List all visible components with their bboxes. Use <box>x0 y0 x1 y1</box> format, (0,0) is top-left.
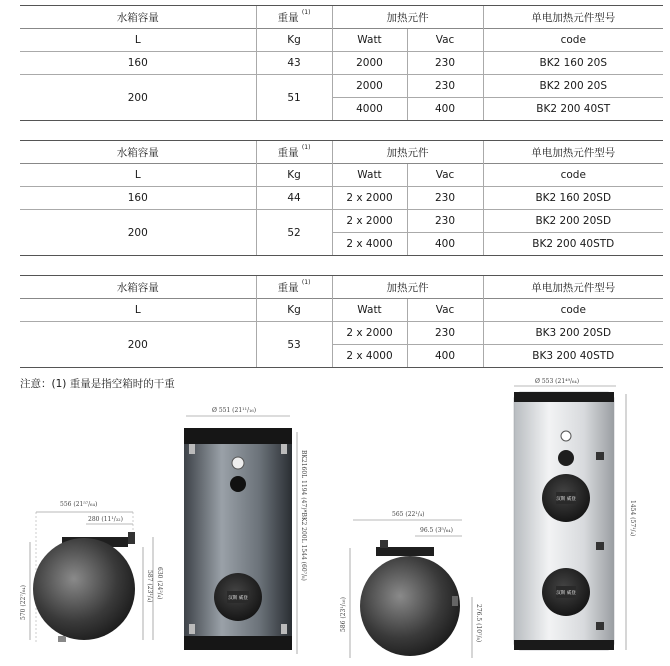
cell-code: BK3 200 20SD <box>483 322 663 345</box>
header-heating: 加热元件 <box>332 141 483 164</box>
mid-low-dim: 276.5 (10⁷/₈) <box>475 604 482 643</box>
spec-table-3 <box>20 275 663 368</box>
unit-vac: Vac <box>407 164 483 187</box>
tall-tank-drawing-2 <box>514 378 636 650</box>
cell-weight: 53 <box>256 322 332 368</box>
unit-code: code <box>483 299 663 322</box>
header-weight: 重量 $^{(1)}$ <box>256 141 332 164</box>
cell-vac: 230 <box>407 52 483 75</box>
tall1-logo: 汉斯 威登 <box>228 596 248 601</box>
header-heating: 加热元件 <box>332 6 483 29</box>
mid-width-dim: 565 (22¹/₄) <box>392 511 425 518</box>
cell-watt: 2 x 2000 <box>332 187 407 210</box>
unit-code: code <box>483 29 663 52</box>
cell-watt: 2 x 2000 <box>332 322 407 345</box>
cell-weight: 43 <box>256 52 332 75</box>
header-model: 单电加热元件型号 <box>483 6 663 29</box>
small-total-dim: 630 (24²/₄) <box>156 567 163 600</box>
cell-code: BK2 200 40STD <box>483 233 663 256</box>
header-model: 单电加热元件型号 <box>483 141 663 164</box>
unit-weight: Kg <box>256 164 332 187</box>
header-capacity: 水箱容量 <box>20 141 256 164</box>
header-capacity: 水箱容量 <box>20 6 256 29</box>
unit-watt: Watt <box>332 299 407 322</box>
cell-code: BK3 200 40STD <box>483 345 663 368</box>
weight-note: 注意：(1) 重量是指空箱时的干重 <box>20 378 175 390</box>
unit-vac: Vac <box>407 29 483 52</box>
cell-capacity: 200 <box>20 210 256 256</box>
header-capacity: 水箱容量 <box>20 276 256 299</box>
unit-weight: Kg <box>256 29 332 52</box>
cell-capacity: 160 <box>20 187 256 210</box>
tall2-logo-upper: 汉斯 威登 <box>556 497 576 502</box>
header-heating: 加热元件 <box>332 276 483 299</box>
small-offset-dim: 280 (11¹/₃₂) <box>88 516 123 523</box>
unit-watt: Watt <box>332 164 407 187</box>
small-tank-drawing <box>20 501 163 642</box>
header-weight: 重量 $^{(1)}$ <box>256 6 332 29</box>
cell-vac: 230 <box>407 210 483 233</box>
cell-weight: 51 <box>256 75 332 121</box>
small-height-dim: 570 (22⁷/₆₄) <box>20 585 27 620</box>
tall2-dia-dim: Ø 553 (21⁴⁹/₆₄) <box>535 378 580 385</box>
cell-watt: 2000 <box>332 52 407 75</box>
tall2-logo-lower: 汉斯 威登 <box>556 591 576 596</box>
tall1-side-text: BK2160L 1194 (47)*BK2 200L 1544 (60⁷/₈) <box>300 450 307 581</box>
cell-watt: 4000 <box>332 98 407 121</box>
unit-code: code <box>483 164 663 187</box>
unit-weight: Kg <box>256 299 332 322</box>
cell-vac: 400 <box>407 345 483 368</box>
spec-table-1 <box>20 5 663 121</box>
small-dia-dim: 587 (23¹/₄) <box>146 570 153 603</box>
header-weight: 重量 $^{(1)}$ <box>256 276 332 299</box>
cell-weight: 44 <box>256 187 332 210</box>
unit-capacity: L <box>20 299 256 322</box>
mid-offset-dim: 96.5 (3⁵/₆₄) <box>420 527 454 534</box>
cell-watt: 2 x 4000 <box>332 233 407 256</box>
spec-table-2 <box>20 140 663 256</box>
small-width-dim: 556 (21⁵⁷/₆₄) <box>60 501 98 508</box>
cell-vac: 230 <box>407 75 483 98</box>
unit-capacity: L <box>20 29 256 52</box>
cell-vac: 230 <box>407 187 483 210</box>
header-model: 单电加热元件型号 <box>483 276 663 299</box>
cell-capacity: 200 <box>20 322 256 368</box>
cell-watt: 2000 <box>332 75 407 98</box>
cell-code: BK2 200 20S <box>483 75 663 98</box>
cell-watt: 2 x 2000 <box>332 210 407 233</box>
cell-capacity: 160 <box>20 52 256 75</box>
mid-height-dim: 586 (23¹/₁₆) <box>340 597 347 632</box>
unit-watt: Watt <box>332 29 407 52</box>
unit-capacity: L <box>20 164 256 187</box>
tall1-dia-dim: Ø 551 (21¹¹/₁₆) <box>212 407 257 414</box>
mid-tank-drawing <box>340 511 482 658</box>
cell-vac: 400 <box>407 98 483 121</box>
cell-vac: 400 <box>407 233 483 256</box>
cell-capacity: 200 <box>20 75 256 121</box>
unit-vac: Vac <box>407 299 483 322</box>
cell-code: BK2 200 20SD <box>483 210 663 233</box>
tall2-height-dim: 1454 (57¹/₄) <box>629 500 636 537</box>
cell-code: BK2 160 20S <box>483 52 663 75</box>
cell-code: BK2 200 40ST <box>483 98 663 121</box>
cell-vac: 230 <box>407 322 483 345</box>
cell-weight: 52 <box>256 210 332 256</box>
tall-tank-drawing-1 <box>184 407 307 654</box>
cell-watt: 2 x 4000 <box>332 345 407 368</box>
cell-code: BK2 160 20SD <box>483 187 663 210</box>
